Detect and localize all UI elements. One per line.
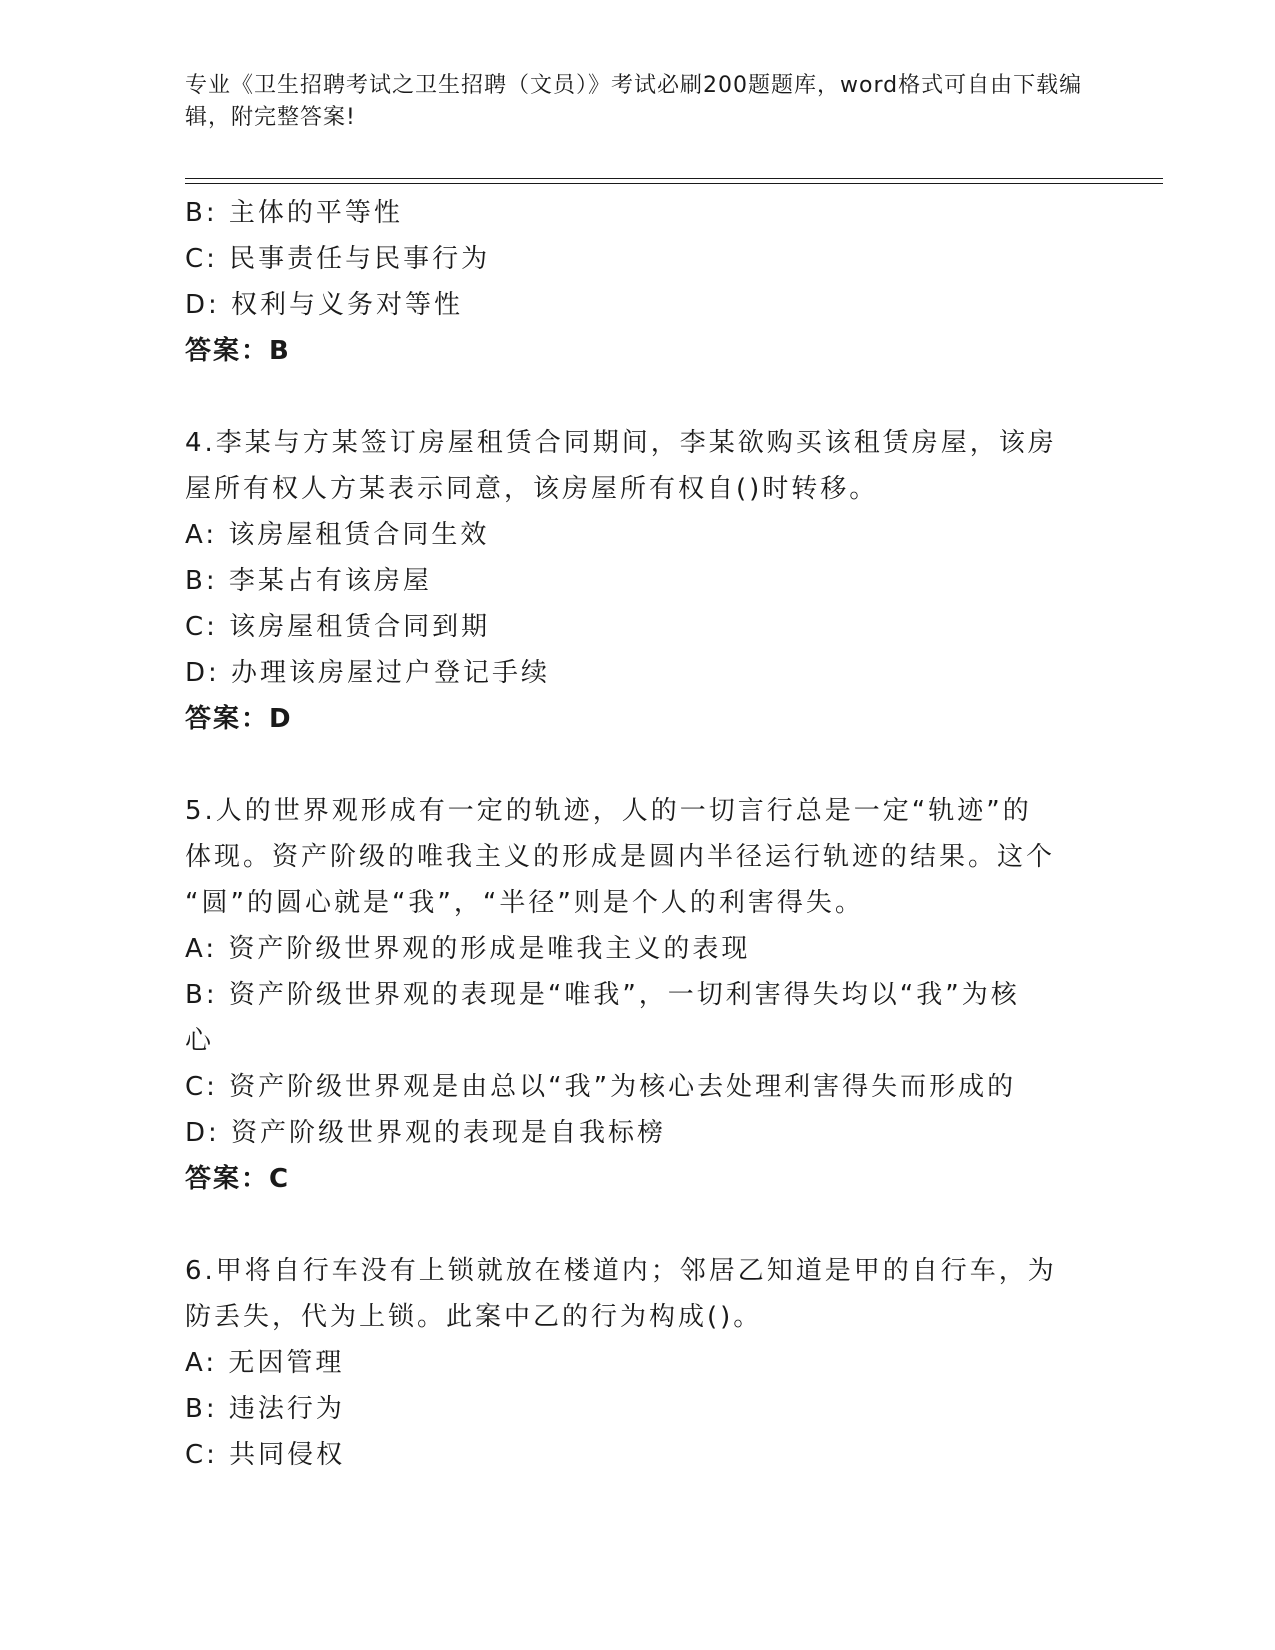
answer-option: A: 资产阶级世界观的形成是唯我主义的表现 (185, 934, 751, 964)
question-stem-line: 6.甲将自行车没有上锁就放在楼道内；邻居乙知道是甲的自行车，为 (185, 1256, 1057, 1286)
answer-key: 答案：C (185, 1164, 291, 1194)
question-stem-line: 屋所有权人方某表示同意，该房屋所有权自()时转移。 (185, 474, 879, 504)
answer-option: C: 共同侵权 (185, 1440, 346, 1470)
answer-option: C: 民事责任与民事行为 (185, 244, 491, 274)
answer-option: D: 资产阶级世界观的表现是自我标榜 (185, 1118, 667, 1148)
answer-option: D: 权利与义务对等性 (185, 290, 464, 320)
question-list (185, 190, 1085, 1478)
question-stem-line: 4.李某与方某签订房屋租赁合同期间，李某欲购买该租赁房屋，该房 (185, 428, 1057, 458)
answer-option: B: 资产阶级世界观的表现是“唯我”，一切利害得失均以“我”为核 (185, 980, 1020, 1010)
answer-option: B: 违法行为 (185, 1394, 345, 1424)
answer-option: C: 该房屋租赁合同到期 (185, 612, 491, 642)
block-spacer (185, 742, 1085, 788)
question-block (185, 420, 1085, 788)
answer-option: B: 李某占有该房屋 (185, 566, 432, 596)
question-stem-line: “圆”的圆心就是“我”，“半径”则是个人的利害得失。 (185, 888, 864, 918)
question-block (185, 190, 1085, 420)
answer-option: D: 办理该房屋过户登记手续 (185, 658, 551, 688)
answer-option: B: 主体的平等性 (185, 198, 403, 228)
header-rule-top (185, 178, 1163, 179)
question-stem-line: 防丢失，代为上锁。此案中乙的行为构成()。 (185, 1302, 763, 1332)
question-stem-line: 5.人的世界观形成有一定的轨迹，人的一切言行总是一定“轨迹”的 (185, 796, 1032, 826)
question-block (185, 788, 1085, 1248)
block-spacer (185, 374, 1085, 420)
block-spacer (185, 1202, 1085, 1248)
answer-key: 答案：B (185, 336, 291, 366)
document-header: 专业《卫生招聘考试之卫生招聘（文员）》考试必刷200题题库，word格式可自由下载编辑，附完整答案! (185, 73, 1083, 130)
answer-option: 心 (185, 1026, 215, 1056)
answer-option: A: 该房屋租赁合同生效 (185, 520, 490, 550)
answer-option: A: 无因管理 (185, 1348, 345, 1378)
header-rule-bottom (185, 183, 1163, 184)
answer-key: 答案：D (185, 704, 293, 734)
question-block (185, 1248, 1085, 1478)
question-stem-line: 体现。资产阶级的唯我主义的形成是圆内半径运行轨迹的结果。这个 (185, 842, 1056, 872)
answer-option: C: 资产阶级世界观是由总以“我”为核心去处理利害得失而形成的 (185, 1072, 1017, 1102)
